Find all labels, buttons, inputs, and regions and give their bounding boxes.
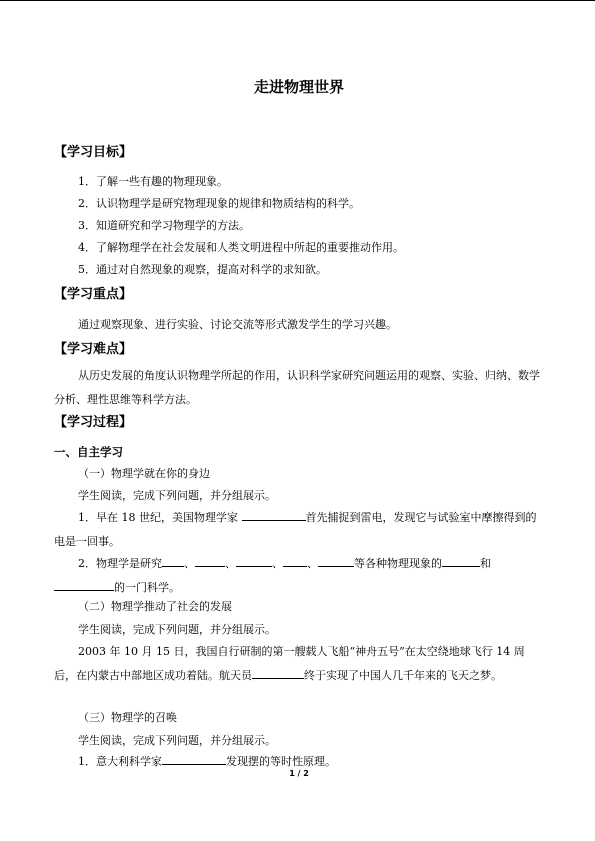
answer-blank[interactable]: [162, 752, 226, 765]
answer-blank[interactable]: [162, 554, 184, 567]
q2-separator: 、: [307, 557, 318, 570]
difficulties-heading: 【学习难点】: [54, 342, 133, 357]
part2-text-end: 终于实现了中国人几千年来的飞天之梦。: [304, 669, 502, 682]
objective-item: 1．了解一些有趣的物理现象。: [78, 175, 228, 188]
page-number: 1 / 2: [289, 769, 309, 778]
part2-paragraph: [54, 640, 542, 688]
q2-text-start: 2．物理学是研究: [78, 557, 162, 570]
part2-text-start: 2003 年 10 月 15 日，我国自行研制的第一艘载人飞船“神舟五号”在太空绕地球飞行 14 周后，在内蒙古中部地区成功着陆。航天员: [54, 645, 525, 682]
part1-instruction: 学生阅读，完成下列问题，并分组展示。: [78, 489, 276, 502]
objective-item: 5．通过对自然现象的观察，提高对科学的求知欲。: [78, 263, 327, 276]
key-points-heading: 【学习重点】: [54, 287, 133, 302]
objective-item: 3．知道研究和学习物理学的方法。: [78, 219, 250, 232]
answer-blank[interactable]: [252, 666, 304, 679]
key-points-text: 通过观察现象、进行实验、讨论交流等形式激发学生的学习兴趣。: [78, 318, 397, 331]
part1-question-2: [54, 552, 542, 600]
part2-title: （二）物理学推动了社会的发展: [78, 600, 232, 613]
part2-instruction: 学生阅读，完成下列问题，并分组展示。: [78, 623, 276, 636]
answer-blank[interactable]: [195, 554, 225, 567]
q2-separator: 、: [225, 557, 236, 570]
q1-text-start: 1．早在 18 世纪，美国物理学家: [78, 511, 242, 524]
part3-q1-end: 发现摆的等时性原理。: [226, 755, 336, 768]
section-self-study-title: 一、自主学习: [54, 445, 123, 459]
part3-q1-start: 1．意大利科学家: [78, 755, 162, 768]
part3-instruction: 学生阅读，完成下列问题，并分组展示。: [78, 734, 276, 747]
top-border-line: [0, 0, 595, 1]
process-heading: 【学习过程】: [54, 415, 133, 430]
part1-question-1: [54, 506, 542, 554]
part1-title: （一）物理学就在你的身边: [78, 467, 210, 480]
q1-text-end: 首先捕捉到雷电，发现它与试验室中摩擦得到的电是一回事。: [54, 511, 537, 548]
objective-item: 2．认识物理学是研究物理现象的规律和物质结构的科学。: [78, 197, 360, 210]
answer-blank[interactable]: [242, 508, 306, 521]
q2-text-end: 的一门科学。: [114, 581, 180, 594]
q2-separator: 、: [272, 557, 283, 570]
document-title: 走进物理世界: [253, 78, 344, 96]
part3-title: （三）物理学的召唤: [78, 711, 177, 724]
answer-blank[interactable]: [283, 554, 307, 567]
answer-blank[interactable]: [442, 554, 480, 567]
answer-blank[interactable]: [318, 554, 354, 567]
q2-text-and: 和: [480, 557, 491, 570]
q2-text-mid: 等各种物理现象的: [354, 557, 442, 570]
answer-blank[interactable]: [236, 554, 272, 567]
objective-item: 4．了解物理学在社会发展和人类文明进程中所起的重要推动作用。: [78, 241, 404, 254]
difficulties-text: 从历史发展的角度认识物理学所起的作用，认识科学家研究问题运用的观察、实验、归纳、数学分析、理性思维等科学方法。: [54, 369, 540, 406]
q2-separator: 、: [184, 557, 195, 570]
answer-blank[interactable]: [54, 578, 114, 591]
objectives-heading: 【学习目标】: [54, 145, 133, 160]
